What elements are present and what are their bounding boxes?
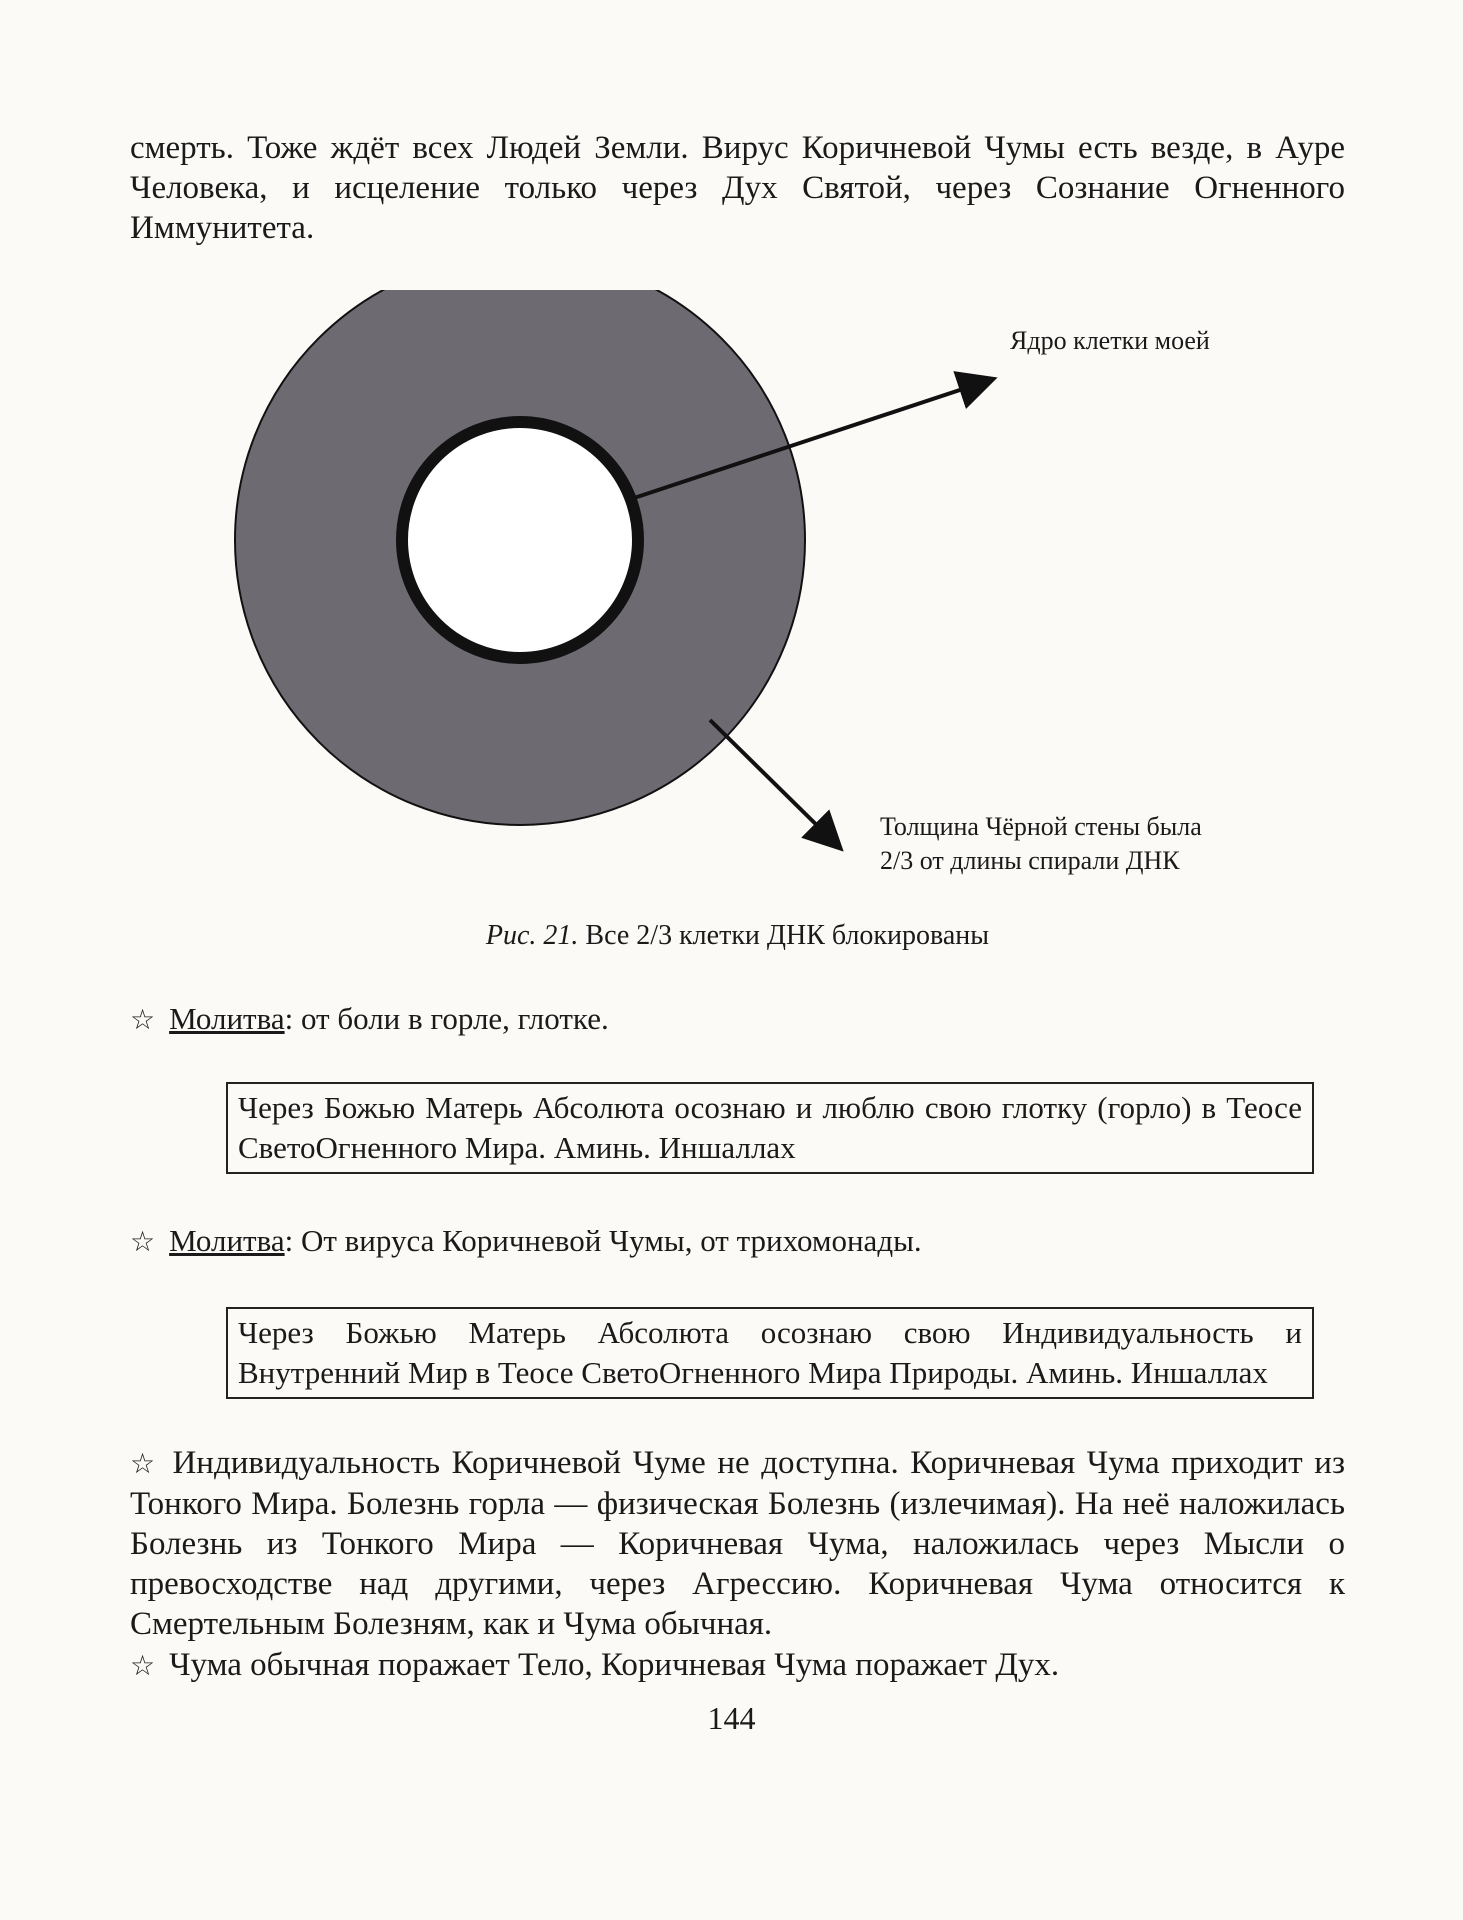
nucleus-label: Ядро клетки моей [1010,326,1210,355]
wall-thickness-label [880,810,1300,878]
wall-label-line1: Толщина Чёрной стены была [880,812,1202,841]
caption-number: Рис. 21. [485,920,579,951]
intro-paragraph: смерть. Тоже ждёт всех Людей Земли. Вирус Коричневой Чумы есть везде, в Ауре Человека, и исцеление только через Дух Святой, через Сознание Огненного Иммунитета. [130,130,1345,246]
prayer-label: Молитва [169,1001,285,1036]
star-icon: ☆ [130,1649,156,1682]
cell-nucleus [402,422,638,658]
prayer-heading-throat [130,1000,609,1039]
star-icon: ☆ [130,1225,156,1258]
prayer-box-plague: Через Божью Матерь Абсолюта осознаю свою Индивидуальность и Внутренний Мир в Теосе СветоОгненного Мира Природы. Аминь. Иншаллах [226,1307,1314,1399]
star-icon: ☆ [130,1447,159,1480]
prayer-subject: : от боли в горле, глотке. [284,1001,609,1036]
prayer-label: Молитва [169,1223,285,1258]
note-text: Чума обычная поражает Тело, Коричневая Чума поражает Дух. [169,1647,1060,1683]
caption-text: Все 2/3 клетки ДНК блокированы [578,920,990,951]
note-paragraph [130,1443,1345,1644]
figure-caption [130,920,1345,952]
page-number: 144 [707,1700,756,1736]
wall-label-line2: 2/3 от длины спирали ДНК [880,846,1180,875]
note-paragraph [130,1645,1345,1686]
figure-21 [130,290,1345,951]
star-icon: ☆ [130,1003,156,1036]
prayer-box-throat: Через Божью Матерь Абсолюта осознаю и люблю свою глотку (горло) в Теосе СветоОгненного Мира. Аминь. Иншаллах [226,1082,1314,1174]
prayer-heading-plague [130,1222,922,1261]
note-text: Индивидуальность Коричневой Чуме не доступна. Коричневая Чума приходит из Тонкого Мира. Болезнь горла — физическая Болезнь (излечимая). На неё наложилась Болезнь из Тонкого Мира — Коричневая Чума, наложилась через Мысли о превосходстве над другими, через Агрессию. Коричневая Чума относится к Смертельным Болезням, как и Чума обычная. [130,1445,1345,1642]
wall-arrow [710,720,838,846]
prayer-subject: : От вируса Коричневой Чумы, от трихомонады. [284,1223,922,1258]
